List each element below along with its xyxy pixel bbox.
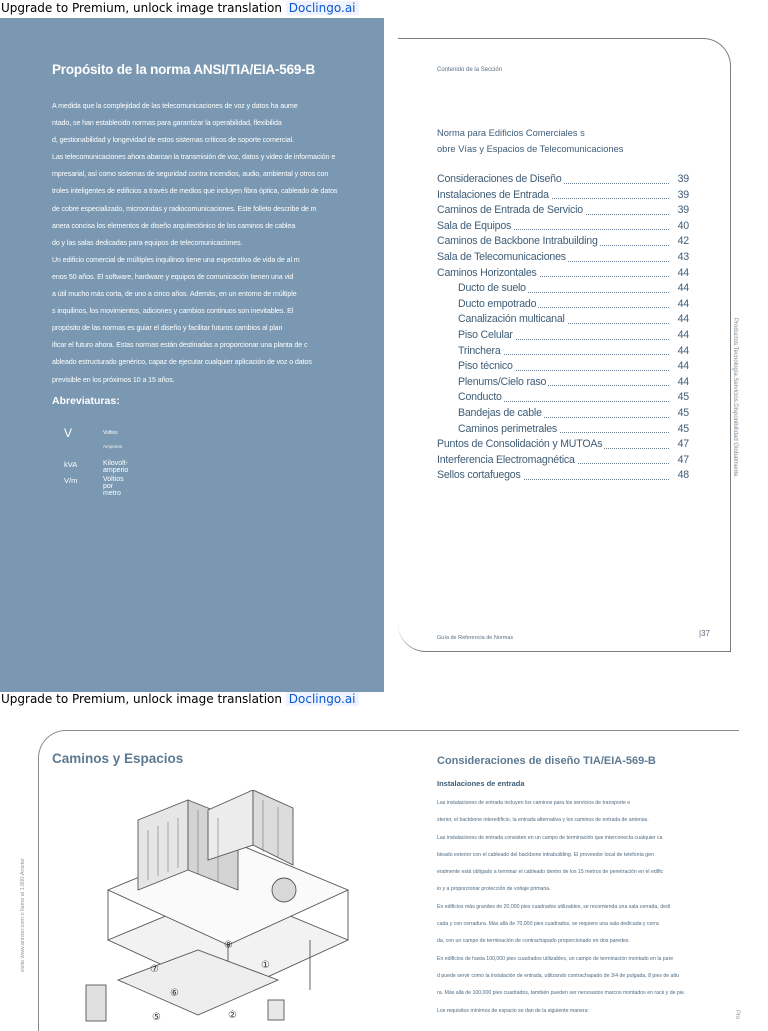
toc-entry-page: 44: [675, 328, 689, 344]
diagram-label: ⑦: [150, 964, 159, 975]
toc-entry-title: Piso técnico: [458, 360, 513, 373]
toc-entry-title: Consideraciones de Diseño: [437, 173, 562, 185]
abbr-value: Kilovolt-amperio: [103, 460, 129, 474]
paragraph-line: io y a proporcionar protección de voltaje primaria.: [437, 886, 551, 893]
paragraph-line: propósito de las normas es guiar el diseño y facilitar futuros cambios al plan: [52, 324, 283, 333]
paragraph-line: ificar el futuro ahora. Estas normas están destinadas a proporcionar una planta de c: [52, 341, 308, 350]
toc-entry[interactable]: [437, 344, 689, 360]
toc-entry-title: Interferencia Electromagnética: [437, 453, 575, 466]
purpose-page: [0, 18, 384, 692]
paragraph-line: ntado, se han establecido normas para garantizar la operabilidad, flexibilida: [52, 119, 282, 128]
contents-page: [398, 38, 731, 652]
upgrade-banner-2: [0, 691, 363, 708]
abbreviations-heading: Abreviaturas:: [52, 395, 120, 407]
toc-entry-title: Ducto empotrado: [458, 297, 537, 310]
toc-entry-page: 44: [675, 375, 689, 391]
toc-entry-page: 39: [675, 203, 689, 219]
toc-entry[interactable]: [437, 172, 689, 188]
toc-entry-page: 48: [675, 468, 689, 484]
footer-guide-title: Guía de Referencia de Normas: [437, 635, 514, 641]
toc-entry[interactable]: [437, 422, 689, 438]
toc-entry-page: 44: [675, 359, 689, 375]
toc-entry[interactable]: [437, 234, 689, 250]
toc-entry-page: 44: [675, 281, 689, 297]
paragraph-line: En edificios de hasta 100,000 pies cuadrados utilizables, un campo de terminación montado en la pare: [437, 955, 674, 962]
page-title: Propósito de la norma ANSI/TIA/EIA-569-B: [52, 62, 316, 77]
toc-entry[interactable]: [437, 375, 689, 391]
toc-entry-title: Bandejas de cable: [458, 406, 542, 419]
contact-tagline: visite www.anixter.com o llame al 1.800.Anixter: [20, 858, 26, 973]
paragraph-line: eralmente está obligado a terminar el cableado dentro de los 15 metros de penetración en el edific: [437, 869, 664, 876]
toc-entry[interactable]: [437, 188, 689, 204]
toc-entry-title: Caminos perimetrales: [458, 422, 558, 435]
building-diagram: [78, 790, 358, 1024]
toc-entry-title: Canalización multicanal: [458, 313, 565, 326]
paragraph-line: xterior, el backbone interedificio, la entrada alternativa y los caminos de entrada de antenas.: [437, 817, 649, 824]
abbr-value: Voltios por metro: [103, 476, 124, 497]
toc-entry-title: Sala de Telecomunicaciones: [437, 250, 566, 263]
toc-entry[interactable]: [437, 437, 689, 453]
toc-entry-page: 39: [675, 172, 689, 188]
toc-entry-title: Trinchera: [458, 344, 501, 357]
diagram-label: ①: [261, 960, 270, 971]
toc-entry[interactable]: [437, 203, 689, 219]
paragraph-line: ra. Más allá de 100,000 pies cuadrados, también pueden ser necesarios marcos montados en rack y de pie.: [437, 990, 686, 997]
toc-entry-title: Instalaciones de Entrada: [437, 188, 549, 201]
toc-entry[interactable]: [437, 328, 689, 344]
toc-entry-title: Piso Celular: [458, 328, 513, 341]
paragraph-line: mpresarial, así como sistemas de seguridad contra incendios, audio, ambiental y otros con: [52, 170, 329, 179]
toc-entry[interactable]: [437, 468, 689, 484]
toc-entry-title: Caminos de Backbone Intrabuilding: [437, 235, 598, 248]
toc-entry-title: Puntos de Consolidación y MUTOAs: [437, 438, 603, 451]
entrance-facilities-heading: Instalaciones de entrada: [437, 779, 525, 788]
doclingo-link[interactable]: Doclingo.ai: [286, 692, 359, 706]
abbr-key: V: [64, 426, 73, 440]
toc-entry-title: Plenums/Cielo raso: [458, 375, 547, 388]
toc-entry-page: 45: [675, 422, 689, 438]
abbr-value: Voltios: [103, 430, 118, 436]
paragraph-line: do y las salas dedicadas para equipos de telecomunicaciones.: [52, 238, 243, 247]
design-considerations-title: Consideraciones de diseño TIA/EIA-569-B: [437, 755, 656, 767]
paragraph-line: da, con un campo de terminación de contrachapado proporcionado en dos paredes.: [437, 938, 630, 945]
paragraph-line: s inquilinos, los movimientos, adiciones y cambios continuos son inevitables. El: [52, 307, 294, 316]
toc-entry-page: 43: [675, 250, 689, 266]
abbr-key: V/m: [64, 476, 78, 485]
paragraph-line: cada y con cerradura. Más allá de 70,000 pies cuadrados, se requiere una sala dedicada y cerra: [437, 921, 659, 928]
paragraph-line: enos 50 años. El software, hardware y equipos de comunicación tienen una vid: [52, 272, 294, 281]
toc-entry[interactable]: [437, 359, 689, 375]
pathways-title: Caminos y Espacios: [52, 751, 184, 766]
paragraph-line: Un edificio comercial de múltiples inquilinos tiene una expectativa de vida de al m: [52, 255, 300, 264]
toc-entry[interactable]: [437, 312, 689, 328]
paragraph-line: bleado exterior con el cableado del backbone intrabuilding. El proveedor local de telefonía gen: [437, 851, 654, 858]
paragraph-line: previsible en los próximos 10 a 15 años.: [52, 375, 175, 384]
paragraph-line: A medida que la complejidad de las telecomunicaciones de voz y datos ha aume: [52, 102, 298, 110]
paragraph-line: Las telecomunicaciones ahora abarcan la transmisión de voz, datos y video de información e: [52, 153, 336, 162]
paragraph-line: d puede servir como la instalación de entrada, utilizando contrachapado de 3/4 de pulgada, 8 pies de altu: [437, 972, 679, 979]
paragraph-line: de cobre especializado, microondas y radiocomunicaciones. Este folleto describe de m: [52, 204, 317, 213]
toc-entry[interactable]: [437, 390, 689, 406]
toc-entry[interactable]: [437, 406, 689, 422]
standard-subtitle: [437, 125, 623, 157]
paragraph-line: a útil mucho más corta, de uno a cinco años. Además, en un entorno de múltiple: [52, 290, 297, 299]
toc-entry-title: Ducto de suelo: [458, 282, 526, 295]
paragraph-line: Las instalaciones de entrada incluyen los caminos para los servicios de transporte e: [437, 800, 631, 806]
page-number: |37: [699, 629, 710, 638]
side-tagline-fragment: Pro: [734, 1010, 740, 1020]
upgrade-banner: [0, 0, 363, 17]
toc-entry-page: 47: [675, 437, 689, 453]
entrance-paragraph: [437, 795, 685, 1020]
diagram-label: ⑥: [170, 988, 179, 999]
abbr-value: Amperios: [103, 444, 123, 449]
abbr-key: kVA: [64, 460, 78, 469]
banner-text: Upgrade to Premium, unlock image translation: [1, 1, 282, 15]
purpose-paragraph: [52, 98, 352, 389]
toc-entry-page: 44: [675, 297, 689, 313]
toc-entry-page: 45: [675, 406, 689, 422]
paragraph-line: ableado estructurado genérico, capaz de ejecutar cualquier aplicación de voz o datos: [52, 358, 312, 367]
toc-entry-page: 40: [675, 219, 689, 235]
toc-entry[interactable]: [437, 297, 689, 313]
subtitle-line: Norma para Edificios Comerciales s: [437, 128, 585, 138]
toc-entry-page: 39: [675, 188, 689, 204]
toc-entry-title: Caminos Horizontales: [437, 266, 537, 279]
toc-entry-title: Caminos de Entrada de Servicio: [437, 204, 583, 217]
banner-text: Upgrade to Premium, unlock image translation: [1, 692, 282, 706]
paragraph-line: Las instalaciones de entrada consisten en un campo de terminación que interconecta cualquier ca: [437, 834, 663, 841]
toc-entry[interactable]: [437, 281, 689, 297]
toc-entry-title: Sala de Equipos: [437, 219, 512, 232]
toc-entry-page: 44: [675, 312, 689, 328]
section-label: Contenido de la Sección: [437, 67, 503, 73]
diagram-label: ②: [228, 1010, 237, 1021]
toc-entry-page: 42: [675, 234, 689, 250]
toc-entry[interactable]: [437, 453, 689, 469]
paragraph-line: d, gestionabilidad y longevidad de estos sistemas críticos de soporte comercial.: [52, 136, 294, 145]
toc-entry[interactable]: [437, 250, 689, 266]
toc-entry-title: Sellos cortafuegos: [437, 469, 521, 482]
paragraph-line: anera concisa los elementos de diseño arquitectónico de los caminos de cablea: [52, 221, 296, 230]
side-tagline: Productos.Tecnología.Servicios.Disponibilidad Globalmente.: [732, 318, 738, 479]
toc-entry-page: 44: [675, 344, 689, 360]
subtitle-line: obre Vías y Espacios de Telecomunicaciones: [437, 144, 624, 154]
toc-entry[interactable]: [437, 219, 689, 235]
diagram-label: ⑧: [224, 940, 233, 951]
diagram-label: ⑤: [152, 1012, 161, 1023]
doclingo-link[interactable]: Doclingo.ai: [286, 1, 359, 15]
paragraph-line: troles inteligentes de edificios a través de medios que incluyen fibra óptica, cableado de datos: [52, 187, 338, 196]
toc-entry-page: 44: [675, 266, 689, 282]
toc-entry-title: Conducto: [458, 391, 502, 404]
toc-entry-page: 47: [675, 453, 689, 469]
toc-entry-page: 45: [675, 390, 689, 406]
paragraph-line: Los requisitos mínimos de espacio se dan de la siguiente manera:: [437, 1007, 589, 1014]
paragraph-line: En edificios más grandes de 20,000 pies cuadrados utilizables, se recomienda una sala cerrada, dedi: [437, 903, 671, 910]
toc-entry[interactable]: [437, 266, 689, 282]
table-of-contents: [437, 172, 689, 484]
